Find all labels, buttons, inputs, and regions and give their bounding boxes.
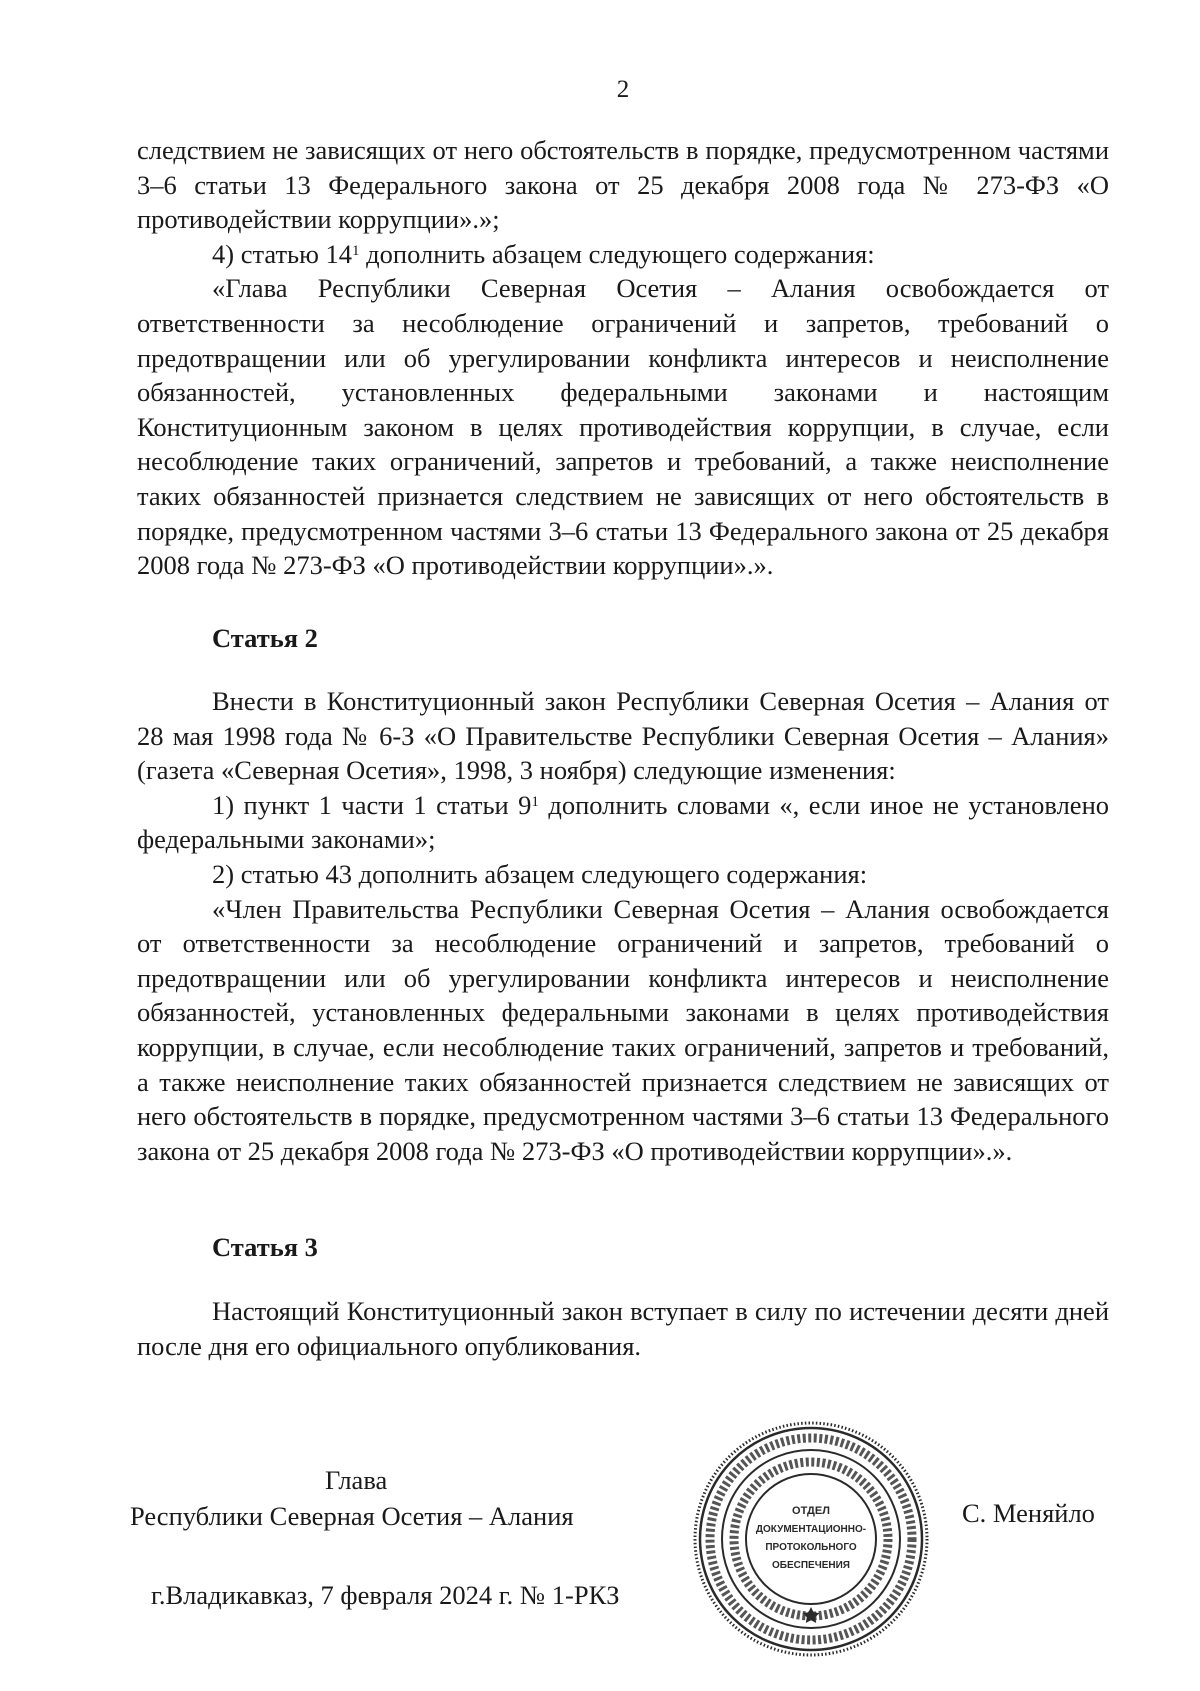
paragraph-6: 2) статью 43 дополнить абзацем следующего содержания: (212, 858, 868, 889)
paragraph-3: «Глава Республики Северная Осетия – Алания освобождается от ответственности за несоблюдение ограничений и запретов, требований о предотвращении или об урегулировании конфликта интересов и неисполнение обязанностей, установленных федеральными законами и настоящим Конституционным законом в целях противодействия коррупции, в случае, если несоблюдение таких ограничений, запретов и требований, а также неисполнение таких обязанностей признается следствием не зависящих от него обстоятельств в порядке, предусмотренном частями 3–6 статьи 13 Федерального закона от 25 декабря 2008 года № 273-ФЗ «О противодействии коррупции».». (137, 273, 1109, 581)
paragraph-4: Внести в Конституционный закон Республики Северная Осетия – Алания от 28 мая 1998 года № 6-З «О Правительстве Республики Северная Осетия – Алания» (газета «Северная Осетия», 1998, 3 ноября) следующие изменения: (137, 686, 1109, 786)
seal-center-line-3: ПРОТОКОЛЬНОГО (765, 1542, 857, 1553)
paragraph-2-superscript: 1 (352, 242, 360, 259)
seal-star-icon (803, 1607, 820, 1623)
paragraph-5-text-end: дополнить словами «, если иное не установлено федеральными законами»; (137, 789, 1110, 855)
text-block-article-2 (137, 684, 1109, 1168)
paragraph-8: Настоящий Конституционный закон вступает в силу по истечении десяти дней после дня его официального опубликования. (137, 1296, 1109, 1361)
seal-center-line-4: ОБЕСПЕЧЕНИЯ (771, 1560, 851, 1571)
paragraph-2-text-end: дополнить абзацем следующего содержания: (359, 238, 875, 269)
paragraph-5-superscript: 1 (531, 793, 539, 810)
signatory-title (130, 1462, 630, 1534)
paragraph-1: следствием не зависящих от него обстоятельств в порядке, предусмотренном частями 3–6 статьи 13 Федерального закона от 25 декабря 2008 года № 273-ФЗ «О противодействии коррупции».»; (137, 135, 1109, 235)
signatory-name: С. Меняйло (962, 1498, 1095, 1528)
signatory-title-line-2: Республики Северная Осетия – Алания (130, 1501, 574, 1531)
paragraph-2-text: 4) статью 14 (212, 238, 353, 269)
text-block-article-1-end (137, 133, 1109, 583)
seal-center-line-2: ДОКУМЕНТАЦИОННО- (755, 1524, 867, 1535)
signatory-title-line-1: Глава (325, 1465, 388, 1495)
official-seal-stamp (692, 1420, 930, 1658)
place-date-number: г.Владикавказ, 7 февраля 2024 г. № 1-РКЗ (151, 1580, 620, 1610)
paragraph-5-text: 1) пункт 1 части 1 статьи 9 (212, 789, 532, 820)
text-block-article-3 (137, 1294, 1109, 1363)
article-2-heading: Статья 2 (212, 623, 318, 653)
paragraph-2 (137, 237, 1109, 272)
seal-inner-lettering-band (734, 1462, 888, 1616)
paragraph-7: «Член Правительства Республики Северная Осетия – Алания освобождается от ответственности за несоблюдение ограничений и запретов, требований о предотвращении или об урегулировании конфликта интересов и неисполнение обязанностей, установленных федеральными законами в целях противодействия коррупции, в случае, если несоблюдение таких ограничений, запретов и требований, а также неисполнение таких обязанностей признается следствием не зависящих от него обстоятельств в порядке, предусмотренном частями 3–6 статьи 13 Федерального закона от 25 декабря 2008 года № 273-ФЗ «О противодействии коррупции».». (137, 893, 1109, 1166)
seal-inner-ring (746, 1474, 876, 1604)
page-number: 2 (616, 76, 630, 103)
paragraph-5 (137, 788, 1109, 857)
article-3-heading: Статья 3 (212, 1232, 318, 1262)
seal-center-line-1: ОТДЕЛ (792, 1505, 830, 1517)
seal-middle-ring (722, 1450, 900, 1628)
